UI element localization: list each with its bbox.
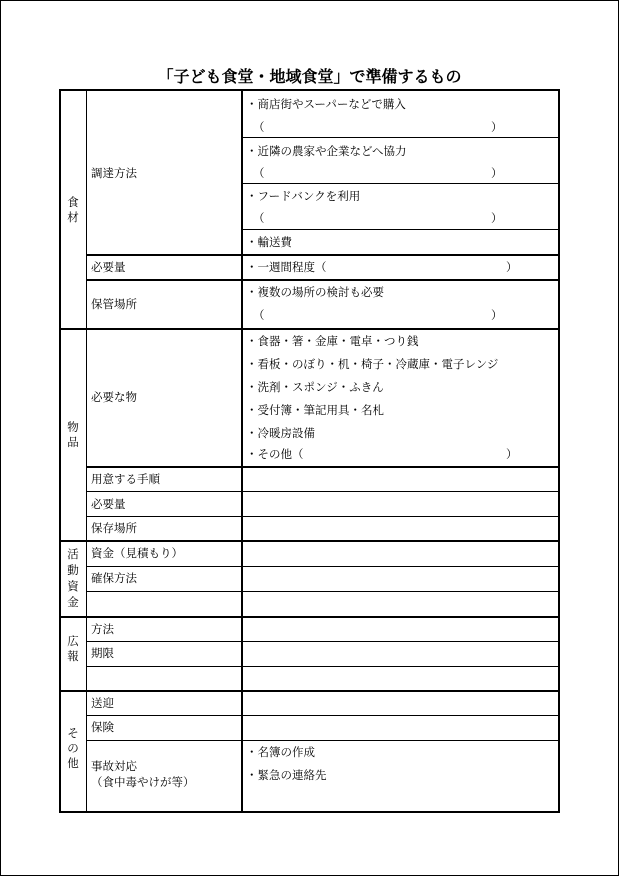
close-bracket: ）	[506, 260, 518, 274]
open-bracket: （	[253, 166, 265, 180]
section-label-char: 報	[67, 649, 79, 663]
open-bracket: （	[253, 308, 265, 322]
page-title: 「子ども食堂・地域食堂」で準備するもの	[157, 67, 462, 86]
section-label-other	[65, 726, 81, 771]
close-bracket: ）	[491, 120, 503, 134]
section-label-char: 材	[67, 210, 79, 224]
other-row-label: 送迎	[91, 696, 114, 710]
section-label-pr	[65, 634, 81, 664]
goods-row-label: 用意する手順	[91, 472, 160, 486]
needed-item: ・その他（	[246, 447, 304, 461]
required-amount-value: ・一週間程度（	[246, 260, 327, 274]
needed-item: ・受付簿・筆記用具・名札	[246, 403, 384, 417]
section-label-char: 広	[67, 634, 79, 648]
section-label-char: 物	[67, 420, 79, 434]
needed-item: ・食器・箸・金庫・電卓・つり銭	[246, 334, 419, 348]
goods-row-label: 保存場所	[91, 521, 137, 535]
other-row-label: 保険	[91, 720, 114, 734]
goods-row-label: 必要量	[91, 497, 126, 511]
accident-label: 事故対応	[91, 759, 137, 773]
section-label-char: の	[67, 741, 79, 755]
procurement-label: 調達方法	[91, 166, 137, 180]
section-label-char: 活	[67, 547, 79, 561]
accident-item: ・名簿の作成	[246, 745, 315, 759]
procurement-item: ・フードバンクを利用	[246, 189, 361, 203]
needed-item: ・洗剤・スポンジ・ふきん	[246, 380, 384, 394]
section-label-char: 品	[67, 435, 79, 449]
needed-item: ・冷暖房設備	[246, 426, 315, 440]
needed-items-label: 必要な物	[91, 390, 137, 404]
section-label-char: 金	[67, 595, 79, 609]
section-label-char: 動	[67, 563, 79, 577]
close-bracket: ）	[491, 211, 503, 225]
section-label-goods	[65, 420, 81, 450]
storage-label: 保管場所	[91, 297, 137, 311]
close-bracket: ）	[491, 308, 503, 322]
section-label-char: 食	[67, 195, 79, 209]
open-bracket: （	[253, 211, 265, 225]
funds-row-label: 資金（見積もり）	[91, 546, 183, 560]
required-amount-label: 必要量	[91, 260, 126, 274]
needed-item: ・看板・のぼり・机・椅子・冷蔵庫・電子レンジ	[246, 357, 499, 371]
pr-row-label: 方法	[91, 622, 114, 636]
section-label-char: 他	[67, 756, 79, 770]
section-label-char: 資	[67, 579, 79, 593]
close-bracket: ）	[506, 447, 518, 461]
procurement-item: ・輸送費	[246, 235, 292, 249]
pr-row-label: 期限	[91, 646, 114, 660]
section-label-food	[65, 195, 81, 225]
storage-value: ・複数の場所の検討も必要	[246, 285, 384, 299]
funds-row-label: 確保方法	[91, 571, 137, 585]
section-label-funds	[65, 546, 81, 610]
section-label-char: そ	[67, 726, 79, 740]
open-bracket: （	[253, 120, 265, 134]
accident-sublabel: （食中毒やけが等）	[91, 775, 195, 789]
accident-item: ・緊急の連絡先	[246, 768, 327, 782]
close-bracket: ）	[491, 166, 503, 180]
procurement-item: ・商店街やスーパーなどで購入	[246, 97, 406, 111]
procurement-item: ・近隣の農家や企業などへ協力	[246, 144, 407, 158]
